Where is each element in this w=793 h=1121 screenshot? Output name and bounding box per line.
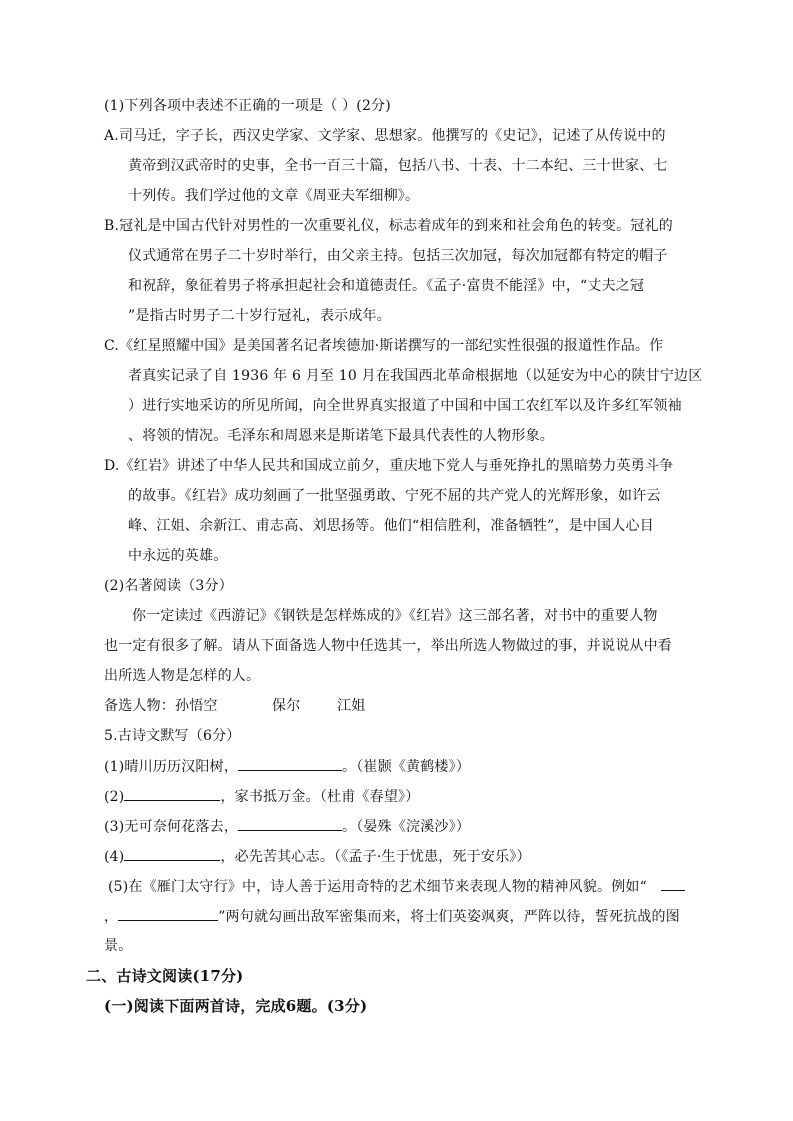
q5-item5-line2 — [104, 906, 680, 927]
option-d-line2: 的故事。《红岩》成功刻画了一批坚强勇敢、宁死不屈的共产党人的光辉形象，如许云 — [128, 488, 661, 504]
candidates-label: 备选人物：孙悟空 — [104, 698, 218, 714]
option-c-line2: 者真实记录了自 1936 年 6 月至 10 月在我国西北革命根据地（以延安为中心的陕甘宁边区 — [128, 368, 703, 384]
option-d-line1: D.《红岩》讲述了中华人民共和国成立前夕，重庆地下党人与垂死挣扎的黑暗势力英勇斗争 — [104, 458, 674, 474]
q2-body-line3: 出所选人物是怎样的人。 — [104, 668, 261, 684]
q5-title: 5.古诗文默写（6分） — [104, 728, 241, 744]
q5-item4 — [104, 846, 531, 867]
option-b-line2: 仪式通常在男子二十岁时举行，由父亲主持。包括三次加冠，每次加冠都有特定的帽子 — [128, 248, 668, 264]
q5-item3-prefix: (3)无可奈何花落去， — [104, 819, 239, 835]
q5-item5-comma: ， — [104, 909, 119, 925]
option-a-line1: A.司马迁，字子长，西汉史学家、文学家、思想家。他撰写的《史记》，记述了从传说中的 — [104, 128, 666, 144]
answer-blank-2[interactable] — [124, 786, 220, 801]
q2-body-line1: 你一定读过《西游记》《钢铁是怎样炼成的》《红岩》这三部名著，对书中的重要人物 — [132, 608, 658, 624]
q5-item1-suffix: 。（崔颢《黄鹤楼》） — [342, 759, 471, 775]
q2-body-line2: 也一定有很多了解。请从下面备选人物中任选其一，举出所选人物做过的事，并说说从中看 — [104, 638, 672, 654]
option-d-line3: 峰、江姐、余新江、甫志高、刘思扬等。他们“相信胜利，准备牺牲”，是中国人心目 — [128, 518, 654, 534]
option-c-line1: C.《红星照耀中国》是美国著名记者埃德加·斯诺撰写的一部纪实性很强的报道性作品。作 — [104, 338, 664, 354]
q5-item2-prefix: (2) — [104, 789, 125, 805]
answer-blank-1[interactable] — [238, 756, 342, 771]
option-d-line4: 中永远的英雄。 — [128, 548, 228, 564]
answer-blank-3[interactable] — [238, 816, 342, 831]
answer-blank-5b[interactable] — [118, 906, 218, 921]
q5-item1 — [104, 756, 470, 777]
option-c-line4: 、将领的情况。毛泽东和周恩来是斯诺笔下最具代表性的人物形象。 — [128, 428, 554, 444]
option-a-line2: 黄帝到汉武帝时的史事，全书一百三十篇，包括八书、十表、十二本纪、三十世家、七 — [128, 158, 668, 174]
option-c-line3: ）进行实地采访的所见所闻，向全世界真实报道了中国和中国工农红军以及许多红军领袖 — [128, 398, 682, 414]
q5-item1-prefix: (1)晴川历历汉阳树， — [104, 759, 239, 775]
section2-subtitle: (一)阅读下面两首诗，完成6题。(3分) — [104, 997, 368, 1015]
q5-item2-suffix: ，家书抵万金。（杜甫《春望》） — [220, 789, 420, 805]
q5-item5-rest: ”两句就勾画出敌军密集而来，将士们英姿飒爽，严阵以待，誓死抗战的图 — [218, 909, 680, 925]
q5-item3-suffix: 。（晏殊《浣溪沙》） — [342, 819, 471, 835]
option-b-line1: B.冠礼是中国古代针对男性的一次重要礼仪，标志着成年的到来和社会角色的转变。冠礼的 — [104, 218, 673, 234]
candidate-jiangjie: 江姐 — [337, 698, 366, 714]
q5-item5-text: (5)在《雁门太守行》中，诗人善于运用奇特的艺术细节来表现人物的精神风貌。例如“ — [108, 879, 647, 895]
q5-item3 — [104, 816, 470, 837]
q2-stem: (2)名著阅读（3分） — [104, 578, 233, 594]
q5-item2 — [104, 786, 419, 807]
option-b-line3: 和祝辞，象征着男子将承担起社会和道德责任。《孟子·富贵不能淫》中，“丈夫之冠 — [128, 278, 645, 294]
q5-item5-line1 — [108, 876, 685, 897]
q5-item4-prefix: (4) — [104, 849, 125, 865]
answer-blank-5a[interactable] — [661, 876, 685, 891]
option-a-line3: 十列传。我们学过他的文章《周亚夫军细柳》。 — [128, 188, 420, 204]
candidate-baoer: 保尔 — [272, 698, 301, 714]
section2-title: 二、古诗文阅读(17分) — [86, 967, 244, 985]
option-b-line4: ”是指古时男子二十岁行冠礼，表示成年。 — [128, 308, 391, 324]
q1-stem: (1)下列各项中表述不正确的一项是（ ）(2分) — [104, 98, 391, 114]
q5-item4-suffix: ，必先苦其心志。（《孟子·生于忧患，死于安乐》） — [220, 849, 531, 865]
answer-blank-4[interactable] — [124, 846, 220, 861]
q5-item5-line3: 景。 — [104, 938, 133, 954]
